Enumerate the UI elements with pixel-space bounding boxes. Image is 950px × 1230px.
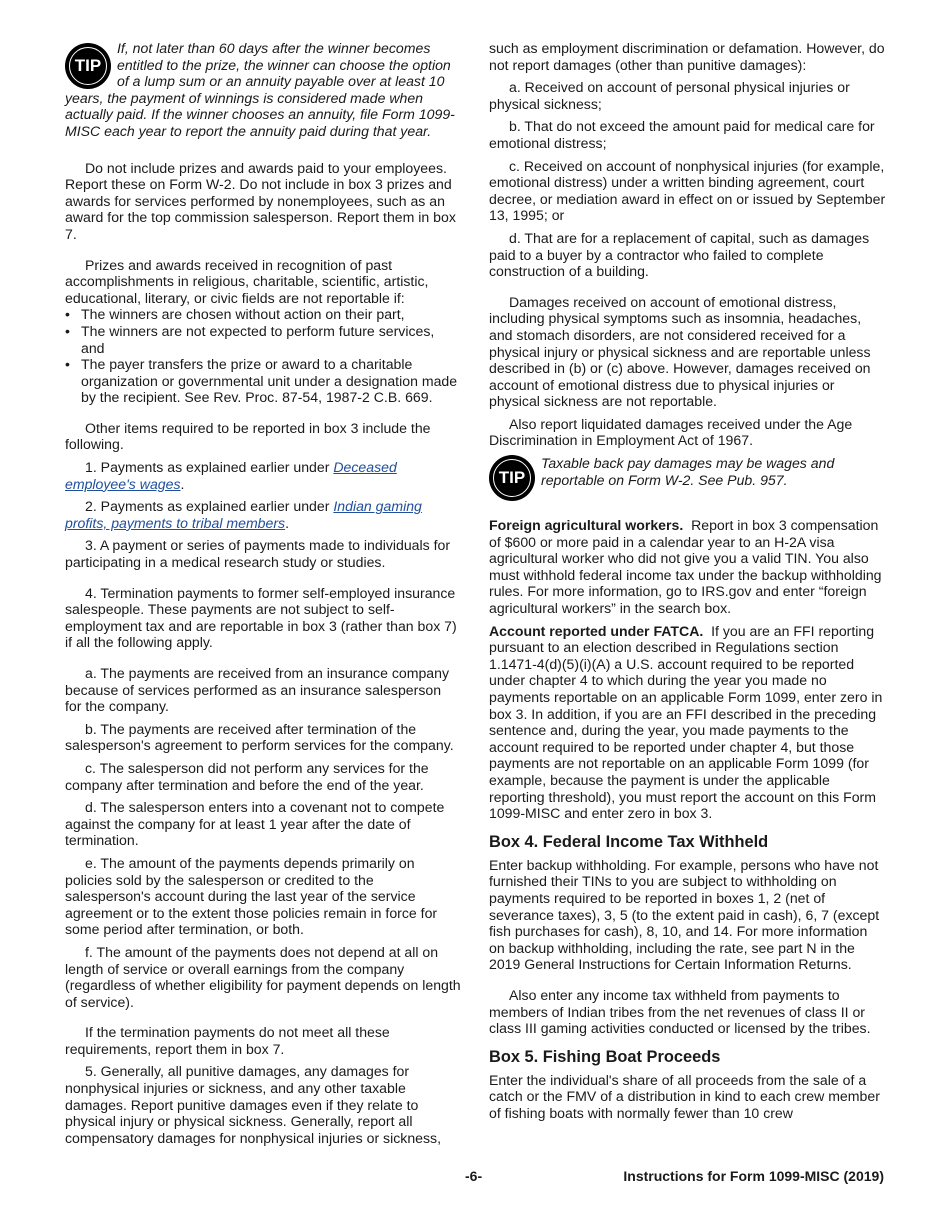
indian-gaming-link[interactable]: Indian gaming profits, payments to tribal members [65, 498, 422, 531]
tip-note-1 [65, 40, 461, 146]
tip-icon: TIP [65, 43, 111, 89]
numbered-item-3: 3. A payment or series of payments made to individuals for participating in a medical research study or studies. [65, 537, 451, 571]
damage-item-b: b. That do not exceed the amount paid for medical care for emotional distress; [489, 118, 875, 151]
numbered-item-5: 5. Generally, all punitive damages, any damages for nonphysical injuries or sickness, and any other taxable damages. Report punitive damages even if they relate to physical injury or physical sickness. Generally, report all compensatory damages for nonphysical injuries or sickness, [65, 1063, 442, 1146]
tip-note-2 [489, 455, 886, 501]
paragraph: Also enter any income tax withheld from payments to members of Indian tribes from the net revenues of class II or class III gaming activities conducted or licensed by the tribes. [489, 986, 871, 1037]
damage-item-a: a. Received on account of personal physical injuries or physical sickness; [489, 79, 850, 112]
numbered-item-4: 4. Termination payments to former self-employed insurance salespeople. These payments are not subject to self-employment tax and are reportable in box 3 (rather than box 7) if all the following apply. [65, 584, 457, 651]
page-number: -6- [465, 1168, 483, 1184]
paragraph: Damages received on account of emotional distress, including physical symptoms such as insomnia, headaches, and stomach disorders, are not considered received for a physical injury or physical sickness and are reportable unless described in (b) or (c) above. However, damages received on account of emotional distress due to physical injuries or physical sickness are not reportable. [489, 293, 871, 410]
section-heading-box5: Box 5. Fishing Boat Proceeds [489, 1047, 721, 1066]
tip-text-2: Taxable back pay damages may be wages and reportable on Form W-2. See Pub. 957. [541, 455, 835, 488]
sub-item-d: d. The salesperson enters into a covenant not to compete against the company for at least 1 year after the date of termination. [65, 799, 445, 849]
fatca-paragraph: Account reported under FATCA. If you are an FFI reporting pursuant to an election described in Regulations section 1.1471-4(d)(5)(i)(A) a U.S. account required to be reported under chapter 4 to which during the year you made no payments reportable on an applicable Form 1099, enter zero in box 3. In addition, if you are an FFI described in the preceding sentence and, during the year, you made payments to the account required to be reported under chapter 4, but those payments are not reportable on an applicable Form 1099 (for example, because the payment is under the applicable reporting threshold), you must report the account on this Form 1099-MISC and enter zero in box 3. [489, 622, 883, 822]
footer-title: Instructions for Form 1099-MISC (2019) [623, 1168, 884, 1184]
paragraph: such as employment discrimination or defamation. However, do not report damages (other than punitive damages): [489, 40, 885, 73]
list-item: • The payer transfers the prize or award to a charitable organization or governmental unit under a designation made by the recipient. See Rev. Proc. 87-54, 1987-2 C.B. 669. [65, 356, 458, 406]
run-in-heading: Foreign agricultural workers. [489, 517, 684, 534]
sub-item-a: a. The payments are received from an insurance company because of services performed as an insurance salesperson for the company. [65, 665, 450, 715]
numbered-item-2: 2. Payments as explained earlier under Indian gaming profits, payments to tribal members. [65, 498, 422, 531]
sub-item-e: e. The amount of the payments depends primarily on policies sold by the salesperson or credited to the salesperson's account during the last year of the service agreement or to the extent those policies remain in force for some period after termination, or both. [65, 854, 438, 938]
list-item: • The winners are not expected to perform future services, and [65, 322, 435, 356]
paragraph: Other items required to be reported in box 3 include the following. [65, 419, 431, 453]
foreign-agricultural-paragraph: Foreign agricultural workers. Report in box 3 compensation of $600 or more paid in a calendar year to an H-2A visa agricultural worker who did not give you a valid TIN. You also must withhold federal income tax under the backup withholding rules. For more information, go to IRS.gov and enter “foreign agricultural workers” in the search box. [489, 517, 882, 617]
paragraph: Enter backup withholding. For example, persons who have not furnished their TINs to you are subject to withholding on payments required to be reported in boxes 1, 2 (net of severance taxes), 3, 5 (to the extent paid in cash), 6, 7 (except fish purchases for cash), 8, 10, and 14. For more information on backup withholding, including the rate, see part N in the 2019 General Instructions for Certain Information Returns. [489, 856, 880, 973]
paragraph: Also report liquidated damages received under the Age Discrimination in Employment Act of 1967. [489, 415, 853, 449]
sub-item-f: f. The amount of the payments does not depend at all on length of service or overall earnings from the company (regardless of whether eligibility for payment depends on length of service). [65, 943, 461, 1010]
sub-item-b: b. The payments are received after termination of the salesperson's agreement to perform services for the company. [65, 720, 454, 754]
deceased-wages-link[interactable]: Deceased employee's wages [65, 459, 397, 492]
sub-item-c: c. The salesperson did not perform any services for the company after termination and before the end of the year. [65, 759, 429, 793]
tip-text-1: If, not later than 60 days after the winner becomes entitled to the prize, the winner can choose the option of a lump sum or an annuity payable over at least 10 years, the payment of winnings is considered made when actually paid. If the winner chooses an annuity, file Form 1099-MISC each year to report the annuity paid during that year. [65, 40, 455, 139]
paragraph: Do not include prizes and awards paid to your employees. Report these on Form W-2. Do not include in box 3 prizes and awards for services performed by nonemployees, such as an award for the top commission salesperson. Report them in box 7. [65, 159, 456, 242]
paragraph: Prizes and awards received in recognition of past accomplishments in religious, charitable, scientific, artistic, educational, literary, or civic fields are not reportable if: [65, 256, 429, 306]
numbered-item-1: 1. Payments as explained earlier under Deceased employee's wages. [65, 459, 397, 492]
right-column [489, 40, 886, 1127]
section-heading-box4: Box 4. Federal Income Tax Withheld [489, 832, 769, 851]
damage-item-c: c. Received on account of nonphysical injuries (for example, emotional distress) under a written binding agreement, court decree, or mediation award in effect on or issued by September 13, 1995; or [489, 157, 886, 224]
list-item: • The winners are chosen without action on their part, [65, 306, 405, 323]
tip-icon: TIP [489, 455, 535, 501]
paragraph: If the termination payments do not meet all these requirements, report them in box 7. [65, 1024, 390, 1057]
damage-item-d: d. That are for a replacement of capital, such as damages paid to a buyer by a contractor who failed to complete construction of a building. [489, 229, 870, 280]
run-in-heading: Account reported under FATCA. [489, 622, 704, 639]
paragraph: Enter the individual's share of all proceeds from the sale of a catch or the FMV of a distribution in kind to each crew member of fishing boats with normally fewer than 10 crew [489, 1071, 880, 1121]
left-column [65, 40, 461, 1152]
bullet-list [65, 306, 461, 406]
